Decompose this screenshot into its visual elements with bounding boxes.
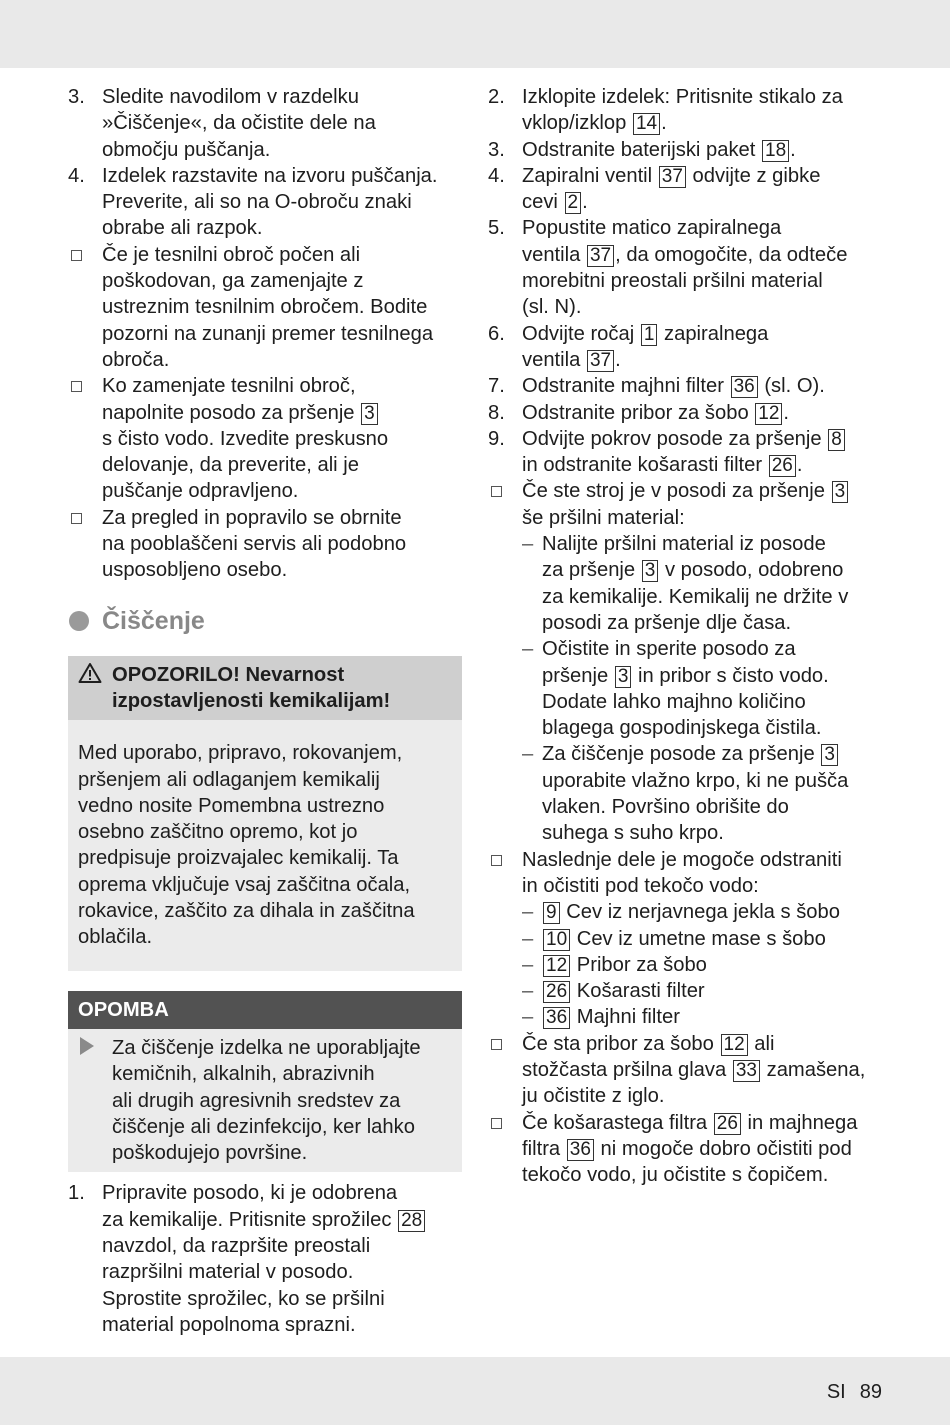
warning-body (68, 720, 462, 970)
step-1 (68, 1180, 462, 1338)
text-line: uporabite vlažno krpo, ki ne pušča (542, 769, 849, 792)
step-4 (68, 163, 462, 242)
text-line: Odvijte pokrov posode za pršenje 8 (522, 426, 888, 452)
text-line: ustreznim tesnilnim obročem. Bodite (102, 296, 428, 319)
text-line: Naslednje dele je mogoče odstraniti (522, 848, 842, 871)
text-line: Sledite navodilom v razdelku (102, 86, 359, 108)
part-ref: 37 (587, 245, 614, 267)
part-ref: 3 (821, 744, 838, 766)
part-ref: 36 (567, 1139, 594, 1161)
part-ref: 36 (731, 376, 758, 398)
step-2 (488, 84, 888, 137)
list-item: – 10 Cev iz umetne mase s šobo (522, 926, 888, 952)
bullet-remaining-material (488, 478, 888, 531)
text-line: puščanje odpravljeno. (102, 480, 299, 503)
square-bullet-icon (71, 250, 82, 261)
part-ref: 26 (543, 981, 570, 1003)
step-number: 8. (488, 401, 505, 424)
list-item: – 36 Majhni filter (522, 1004, 888, 1030)
text-line: delovanje, da preverite, ali je (102, 454, 359, 477)
footer-band (0, 1357, 950, 1425)
warning-title: izpostavljenosti kemikalijam! (112, 689, 391, 712)
part-ref: 37 (587, 350, 614, 372)
step-number: 3. (68, 86, 85, 108)
text-line: osebno zaščitno opremo, kot jo (78, 821, 358, 844)
text-line: pozorni na zunanji premer tesnilnega (102, 322, 434, 345)
part-ref: 26 (769, 455, 796, 477)
text-line: usposobljeno osebo. (102, 559, 288, 582)
text-line: ventila 37 . (522, 348, 621, 371)
square-bullet-icon (491, 1118, 502, 1129)
text-line: oprema vključuje vsaj zaščitna očala, (78, 873, 411, 896)
text-line: Odstranite majhni filter 36 (sl. O). (522, 375, 825, 398)
text-line: in očistiti pod tekočo vodo: (522, 874, 759, 897)
left-column (68, 84, 462, 1338)
dash-bullet-icon: – (522, 638, 534, 661)
square-bullet-icon (71, 381, 82, 392)
text-line: poškodovan, ga zamenjajte z (102, 270, 364, 293)
text-line: suhega s suho krpo. (542, 822, 724, 845)
page-number: 89 (859, 1381, 882, 1403)
text-line: »Čiščenje«, da očistite dele na (102, 112, 376, 135)
part-ref: 2 (565, 192, 582, 214)
part-ref: 28 (398, 1210, 425, 1232)
text-line: s čisto vodo. Izvedite preskusno (102, 427, 389, 450)
text-line: stožčasta pršilna glava 33 zamašena, (522, 1058, 866, 1081)
step-3 (488, 137, 888, 163)
text-line: oblačila. (78, 926, 153, 949)
bullet-clogged-nozzle (488, 1031, 888, 1110)
step-number: 6. (488, 322, 505, 345)
text-line: obroča. (102, 348, 170, 371)
text-line: (sl. N). (522, 296, 582, 319)
step-4 (488, 163, 888, 216)
warning-title: OPOZORILO! Nevarnost (112, 663, 345, 686)
text-line: filtra 36 ni mogoče dobro očistiti pod (522, 1137, 852, 1160)
warning-header (68, 656, 462, 721)
text-line: Odstranite pribor za šobo 12 . (522, 401, 790, 424)
bullet-service (68, 505, 462, 584)
part-ref: 3 (832, 481, 849, 503)
part-ref: 37 (659, 166, 686, 188)
step-number: 7. (488, 375, 505, 398)
text-line: Sprostite sprožilec, ko se pršilni (102, 1287, 385, 1310)
step-3 (68, 84, 462, 163)
text-line: vlaken. Površino obrišite do (542, 796, 789, 819)
dash-item (522, 636, 888, 741)
text-line: Če sta pribor za šobo 12 ali (522, 1032, 775, 1055)
text-line: Očistite in sperite posodo za (542, 638, 796, 661)
note-body (68, 1029, 462, 1172)
part-ref: 33 (733, 1060, 760, 1082)
step-9 (488, 426, 888, 479)
section-heading (68, 606, 462, 636)
text-line: vklop/izklop 14 . (522, 112, 667, 135)
text-line: pršenjem ali odlaganjem kemikalij (78, 768, 380, 791)
dash-bullet-icon: – (522, 953, 534, 976)
text-line: ali drugih agresivnih sredstev za (112, 1089, 401, 1112)
arrow-right-icon (80, 1037, 94, 1055)
dash-bullet-icon: – (522, 980, 534, 1003)
text-line: Za pregled in popravilo se obrnite (102, 506, 402, 529)
dash-bullet-icon: – (522, 927, 534, 950)
text-line: Če je tesnilni obroč počen ali (102, 243, 361, 266)
text-line: material popolnoma sprazni. (102, 1313, 356, 1336)
part-ref: 14 (633, 113, 660, 135)
text-line: obrabe ali razpok. (102, 217, 263, 240)
text-line: ventila 37 , da omogočite, da odteče (522, 243, 848, 266)
part-ref: 12 (755, 403, 782, 425)
text-line: Ko zamenjate tesnilni obroč, (102, 375, 356, 398)
part-ref: 12 (543, 955, 570, 977)
text-line: Dodate lahko majhno količino (542, 690, 806, 713)
square-bullet-icon (491, 855, 502, 866)
square-bullet-icon (491, 486, 502, 497)
text-line: rokavice, zaščito za dihala in zaščitna (78, 900, 415, 923)
step-6 (488, 321, 888, 374)
part-ref: 3 (642, 560, 659, 582)
part-ref: 36 (543, 1007, 570, 1029)
step-number: 2. (488, 86, 505, 108)
dash-bullet-icon: – (522, 1006, 534, 1029)
text-line: še pršilni material: (522, 506, 685, 529)
text-line: Če ste stroj je v posodi za pršenje 3 (522, 478, 888, 504)
part-ref: 12 (721, 1034, 748, 1056)
text-line: tekočo vodo, ju očistite s čopičem. (522, 1164, 829, 1187)
text-line: napolnite posodo za pršenje 3 (102, 400, 462, 426)
step-number: 5. (488, 217, 505, 240)
dash-bullet-icon: – (522, 901, 534, 924)
right-column (488, 84, 888, 1188)
language-code: SI (826, 1381, 846, 1403)
square-bullet-icon (491, 1039, 502, 1050)
text-line: Odstranite baterijski paket 18 . (522, 138, 796, 161)
part-ref: 3 (615, 666, 632, 688)
text-line: navzdol, da razpršite preostali (102, 1234, 371, 1257)
text-line: Za čiščenje izdelka ne uporabljajte (112, 1036, 421, 1059)
bullet-test-run (68, 373, 462, 504)
bullet-brush-clean (488, 1110, 888, 1189)
text-line: Popustite matico zapiralnega (522, 217, 782, 240)
text-line: predpisuje proizvajalec kemikalij. Ta (78, 847, 399, 870)
warning-triangle-icon (78, 662, 102, 691)
text-line: na pooblaščeni servis ali podobno (102, 533, 407, 556)
text-line: morebitni preostali pršilni material (522, 270, 823, 293)
part-ref: 18 (762, 140, 789, 162)
text-line: posodi za pršenje dlje časa. (542, 611, 792, 634)
list-item: – 9 Cev iz nerjavnega jekla s šobo (522, 899, 888, 925)
text-line: kemičnih, alkalnih, abrazivnih (112, 1063, 375, 1086)
page-footer (813, 1379, 882, 1405)
step-5 (488, 215, 888, 320)
part-ref: 10 (543, 929, 570, 951)
dash-item (522, 531, 888, 636)
text-line: razpršilni material v posodo. (102, 1261, 354, 1284)
text-line: čiščenje ali dezinfekcijo, ker lahko (112, 1115, 415, 1138)
text-line: cevi 2 . (522, 191, 588, 214)
step-number: 1. (68, 1182, 85, 1205)
text-line: in odstranite košarasti filter 26 . (522, 454, 803, 477)
text-line: blagega gospodinjskega čistila. (542, 717, 822, 740)
step-7 (488, 373, 888, 399)
part-ref: 9 (543, 902, 560, 924)
part-ref: 8 (828, 429, 845, 451)
step-number: 4. (488, 164, 505, 187)
step-8 (488, 400, 888, 426)
text-line: območju puščanja. (102, 138, 271, 161)
text-line: vedno nosite Pomembna ustrezno (78, 794, 385, 817)
circle-bullet-icon (69, 611, 89, 631)
text-line: ju očistite z iglo. (522, 1085, 665, 1108)
dash-list (488, 531, 888, 847)
text-line: Nalijte pršilni material iz posode (542, 533, 826, 556)
list-item: – 12 Pribor za šobo (522, 952, 888, 978)
text-line: za kemikalije. Pritisnite sprožilec 28 (102, 1207, 462, 1233)
text-line: Odvijte ročaj 1 zapiralnega (522, 322, 769, 345)
part-ref: 26 (714, 1113, 741, 1135)
square-bullet-icon (71, 513, 82, 524)
step-number: 4. (68, 164, 85, 187)
dash-item (522, 741, 888, 846)
text-line: Preverite, ali so na O-obroču znaki (102, 191, 412, 214)
text-line: Izklopite izdelek: Pritisnite stikalo za (522, 86, 843, 108)
note-header: OPOMBA (68, 991, 462, 1029)
text-line: Med uporabo, pripravo, rokovanjem, (78, 742, 403, 765)
step-number: 3. (488, 138, 505, 161)
text-line: Pripravite posodo, ki je odobrena (102, 1182, 398, 1205)
dash-bullet-icon: – (522, 743, 534, 766)
list-item: – 26 Košarasti filter (522, 978, 888, 1004)
part-ref: 1 (641, 324, 658, 346)
text-line: Če košarastega filtra 26 in majhnega (522, 1111, 858, 1134)
dash-bullet-icon: – (522, 533, 534, 556)
header-band (0, 0, 950, 68)
step-number: 9. (488, 427, 505, 450)
text-line: za kemikalije. Kemikalij ne držite v (542, 585, 849, 608)
text-line: Zapiralni ventil 37 odvijte z gibke (522, 164, 821, 187)
bullet-replace-ring (68, 242, 462, 373)
text-line: za pršenje 3 v posodo, odobreno (542, 559, 844, 582)
text-line: poškodujejo površine. (112, 1142, 308, 1165)
section-title: Čiščenje (102, 606, 205, 635)
bullet-washable-parts (488, 847, 888, 900)
part-ref: 3 (361, 403, 378, 425)
parts-list (488, 899, 888, 1030)
text-line: pršenje 3 in pribor s čisto vodo. (542, 664, 829, 687)
text-line: Za čiščenje posode za pršenje 3 (542, 741, 888, 767)
text-line: Izdelek razstavite na izvoru puščanja. (102, 164, 438, 187)
